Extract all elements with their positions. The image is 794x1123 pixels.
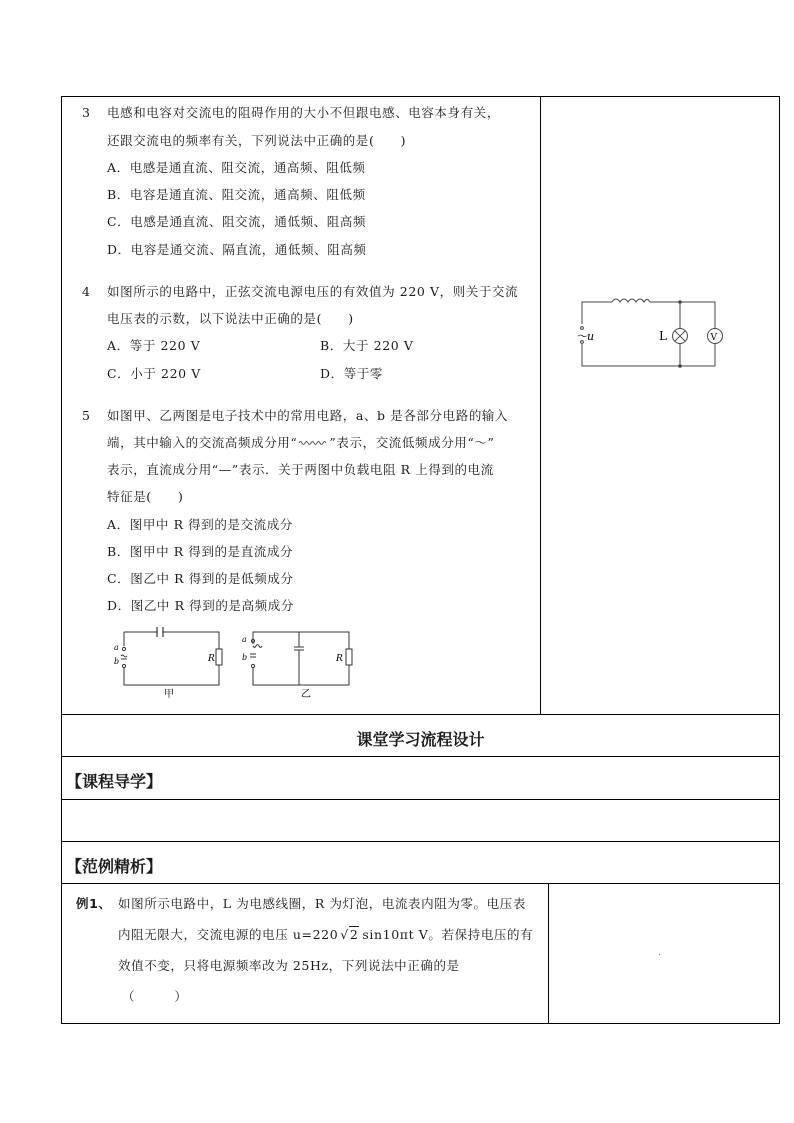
resistor-label: R [336, 654, 343, 664]
answer-blank: （ ） [122, 989, 188, 1004]
option-a: A．图甲中 R 得到的是交流成分 [107, 517, 293, 532]
option-c: C．图乙中 R 得到的是低频成分 [107, 571, 294, 586]
example-text: 如图所示电路中，L 为电感线圈，R 为灯泡，电流表内阻为零。电压表 [118, 896, 526, 911]
caption-right: 乙 [301, 689, 311, 700]
terminal-b-label: b [242, 653, 248, 662]
high-frequency-symbol [297, 435, 329, 451]
column-divider-bottom [548, 883, 549, 1024]
option-b: B．电容是通直流、阻交流，通高频、阻低频 [107, 187, 366, 202]
question-text: 如图所示的电路中，正弦交流电源电压的有效值为 220 V，则关于交流 [107, 284, 519, 299]
example-text-part: sin10πt V。若保持电压的有 [362, 927, 534, 942]
option-d: D．图乙中 R 得到的是高频成分 [107, 598, 294, 613]
table-border-bottom [61, 1023, 780, 1024]
column-divider-top [540, 96, 541, 714]
example-text: 效值不变，只将电源频率改为 25Hz，下列说法中正确的是 [118, 958, 460, 973]
resistor-label: R [208, 654, 215, 664]
sqrt-radicand: 2 [349, 927, 359, 942]
table-border-top [61, 96, 780, 97]
row-divider [61, 883, 780, 884]
terminal-a-label: a [242, 635, 247, 644]
question-text-part: ”表示，交流低频成分用“～” [329, 435, 495, 450]
lamp-label: L [659, 329, 667, 343]
option-c: C．电感是通直流、阻交流，通低频、阻高频 [107, 214, 367, 229]
terminal-a-label: a [114, 643, 119, 652]
sqrt-symbol: √2 [340, 927, 359, 942]
question-text: 表示，直流成分用“—”表示．关于两图中负载电阻 R 上得到的电流 [107, 462, 494, 477]
voltmeter-label: V [710, 333, 717, 343]
circuit-diagram-4 [570, 292, 730, 374]
source-label: ～u [576, 330, 595, 343]
question-text: 电压表的示数，以下说法中正确的是( ) [107, 311, 354, 326]
option-c: C．小于 220 V [107, 366, 201, 381]
terminal-b-label: b [114, 657, 120, 666]
option-b: B．大于 220 V [320, 338, 414, 353]
flow-design-title: 课堂学习流程设计 [356, 730, 485, 749]
option-d: D．等于零 [320, 366, 384, 381]
table-border-left [61, 96, 62, 1024]
option-b: B．图甲中 R 得到的是直流成分 [107, 544, 294, 559]
table-border-right [779, 96, 780, 1024]
row-divider [61, 841, 780, 842]
question-text-part: 端，其中输入的交流高频成分用“ [107, 435, 298, 450]
question-number: 3 [82, 105, 91, 120]
option-d: D．电容是通交流、隔直流，通低频、阻高频 [107, 242, 367, 257]
figure-placeholder [659, 954, 660, 955]
question-text: 如图甲、乙两图是电子技术中的常用电路，a、b 是各部分电路的输入 [107, 408, 509, 423]
question-text: 特征是( ) [107, 489, 184, 504]
question-number: 4 [82, 284, 91, 299]
examples-heading: 【范例精析】 [66, 857, 163, 876]
row-divider [61, 799, 780, 800]
example-text-part: 内阻无限大，交流电源的电压 u=220 [118, 927, 339, 942]
row-divider [61, 714, 780, 715]
question-number: 5 [82, 408, 91, 423]
caption-left: 甲 [164, 689, 174, 700]
row-divider [61, 756, 780, 757]
option-a: A．电感是通直流、阻交流，通高频、阻低频 [107, 160, 366, 175]
example-label: 例1、 [76, 896, 112, 911]
question-text: 还跟交流电的频率有关，下列说法中正确的是( ) [107, 133, 407, 148]
question-text: 电感和电容对交流电的阻碍作用的大小不但跟电感、电容本身有关， [107, 105, 501, 120]
circuit-diagram-5 [108, 624, 358, 700]
example-text [118, 927, 533, 943]
course-guide-heading: 【课程导学】 [66, 772, 163, 791]
question-text [107, 435, 494, 451]
option-a: A．等于 220 V [107, 338, 201, 353]
